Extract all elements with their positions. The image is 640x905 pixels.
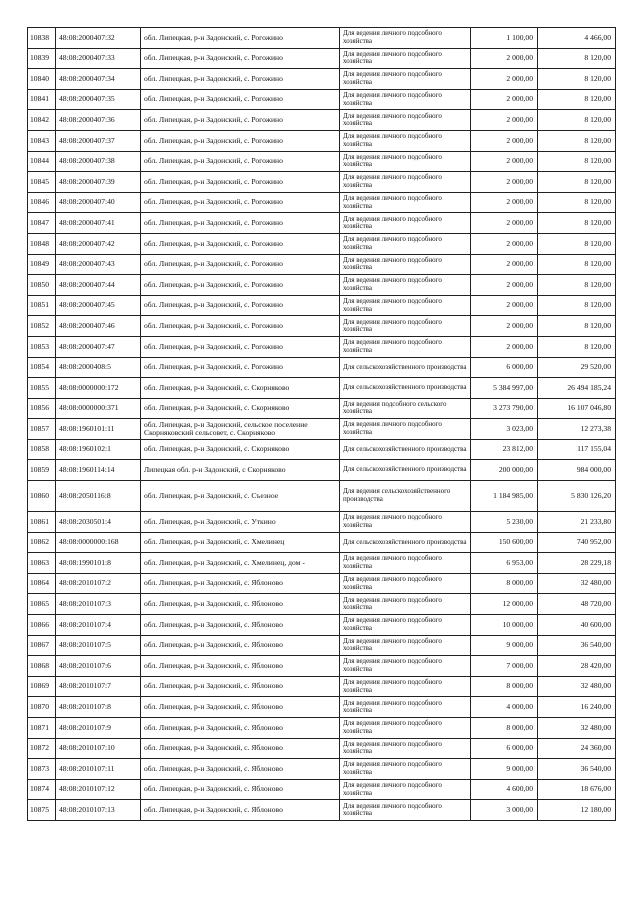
permitted-use-cell: Для ведения личного подсобного хозяйства <box>340 615 471 636</box>
table-row <box>28 336 616 357</box>
area-cell: 2 000,00 <box>471 233 538 254</box>
table-row <box>28 398 616 419</box>
cadastral-value-cell: 28 229,18 <box>538 553 616 574</box>
cadastral-number-cell: 48:08:2000407:34 <box>56 69 141 90</box>
cadastral-value-cell: 16 240,00 <box>538 697 616 718</box>
area-cell: 2 000,00 <box>471 316 538 337</box>
row-number-cell: 10844 <box>28 151 56 172</box>
address-cell: обл. Липецкая, р-н Задонский, с. Яблоново <box>141 779 340 800</box>
row-number-cell: 10860 <box>28 481 56 512</box>
permitted-use-cell: Для ведения личного подсобного хозяйства <box>340 512 471 533</box>
permitted-use-cell: Для ведения личного подсобного хозяйства <box>340 553 471 574</box>
table-row <box>28 378 616 399</box>
area-cell: 12 000,00 <box>471 594 538 615</box>
cadastral-number-cell: 48:08:0000000:168 <box>56 532 141 553</box>
cadastral-value-cell: 12 273,38 <box>538 419 616 440</box>
row-number-cell: 10866 <box>28 615 56 636</box>
area-cell: 4 000,00 <box>471 697 538 718</box>
permitted-use-cell: Для ведения личного подсобного хозяйства <box>340 28 471 49</box>
table-row <box>28 553 616 574</box>
address-cell: обл. Липецкая, р-н Задонский, с. Рогожино <box>141 130 340 151</box>
area-cell: 2 000,00 <box>471 69 538 90</box>
area-cell: 8 000,00 <box>471 676 538 697</box>
table-row <box>28 28 616 49</box>
area-cell: 5 230,00 <box>471 512 538 533</box>
address-cell: обл. Липецкая, р-н Задонский, с. Рогожино <box>141 357 340 378</box>
cadastral-value-cell: 8 120,00 <box>538 213 616 234</box>
table-row <box>28 759 616 780</box>
table-row <box>28 357 616 378</box>
address-cell: обл. Липецкая, р-н Задонский, с. Рогожино <box>141 213 340 234</box>
cadastral-number-cell: 48:08:1960101:11 <box>56 419 141 440</box>
table-row <box>28 594 616 615</box>
cadastral-number-cell: 48:08:2000407:39 <box>56 172 141 193</box>
cadastral-number-cell: 48:08:2000407:43 <box>56 254 141 275</box>
table-row <box>28 110 616 131</box>
address-cell: Липецкая обл. р-н Задонский, с Скорняково <box>141 460 340 481</box>
cadastral-value-cell: 32 480,00 <box>538 676 616 697</box>
cadastral-number-cell: 48:08:2010107:3 <box>56 594 141 615</box>
address-cell: обл. Липецкая, р-н Задонский, с. Скорняково <box>141 398 340 419</box>
cadastral-value-cell: 740 952,00 <box>538 532 616 553</box>
table-row <box>28 615 616 636</box>
address-cell: обл. Липецкая, р-н Задонский, с. Рогожино <box>141 110 340 131</box>
address-cell: обл. Липецкая, р-н Задонский, с. Яблоново <box>141 759 340 780</box>
area-cell: 2 000,00 <box>471 130 538 151</box>
address-cell: обл. Липецкая, р-н Задонский, с. Рогожино <box>141 28 340 49</box>
permitted-use-cell: Для ведения личного подсобного хозяйства <box>340 635 471 656</box>
row-number-cell: 10863 <box>28 553 56 574</box>
cadastral-value-cell: 5 830 126,20 <box>538 481 616 512</box>
cadastral-number-cell: 48:08:0000000:172 <box>56 378 141 399</box>
row-number-cell: 10873 <box>28 759 56 780</box>
cadastral-value-cell: 8 120,00 <box>538 110 616 131</box>
permitted-use-cell: Для ведения личного подсобного хозяйства <box>340 779 471 800</box>
row-number-cell: 10845 <box>28 172 56 193</box>
cadastral-number-cell: 48:08:2010107:12 <box>56 779 141 800</box>
permitted-use-cell: Для ведения личного подсобного хозяйства <box>340 419 471 440</box>
row-number-cell: 10841 <box>28 89 56 110</box>
cadastral-value-cell: 40 600,00 <box>538 615 616 636</box>
table-row <box>28 48 616 69</box>
cadastral-value-cell: 8 120,00 <box>538 130 616 151</box>
cadastral-value-cell: 24 360,00 <box>538 738 616 759</box>
row-number-cell: 10848 <box>28 233 56 254</box>
address-cell: обл. Липецкая, р-н Задонский, с. Яблоново <box>141 697 340 718</box>
permitted-use-cell: Для ведения личного подсобного хозяйства <box>340 295 471 316</box>
permitted-use-cell: Для ведения личного подсобного хозяйства <box>340 89 471 110</box>
area-cell: 2 000,00 <box>471 213 538 234</box>
cadastral-number-cell: 48:08:2000407:42 <box>56 233 141 254</box>
permitted-use-cell: Для ведения личного подсобного хозяйства <box>340 697 471 718</box>
cadastral-number-cell: 48:08:2030501:4 <box>56 512 141 533</box>
row-number-cell: 10864 <box>28 573 56 594</box>
address-cell: обл. Липецкая, р-н Задонский, с. Съезное <box>141 481 340 512</box>
area-cell: 8 000,00 <box>471 718 538 739</box>
permitted-use-cell: Для ведения личного подсобного хозяйства <box>340 656 471 677</box>
permitted-use-cell: Для ведения личного подсобного хозяйства <box>340 233 471 254</box>
cadastral-value-cell: 36 540,00 <box>538 635 616 656</box>
address-cell: обл. Липецкая, р-н Задонский, с. Яблоново <box>141 635 340 656</box>
address-cell: обл. Липецкая, р-н Задонский, с. Рогожино <box>141 275 340 296</box>
address-cell: обл. Липецкая, р-н Задонский, с. Рогожино <box>141 316 340 337</box>
cadastral-value-cell: 8 120,00 <box>538 295 616 316</box>
row-number-cell: 10856 <box>28 398 56 419</box>
registry-page <box>27 27 615 821</box>
area-cell: 2 000,00 <box>471 151 538 172</box>
table-row <box>28 635 616 656</box>
permitted-use-cell: Для сельскохозяйственного производства <box>340 357 471 378</box>
table-row <box>28 800 616 821</box>
table-row <box>28 656 616 677</box>
table-body <box>28 28 616 821</box>
table-row <box>28 172 616 193</box>
table-row <box>28 676 616 697</box>
row-number-cell: 10875 <box>28 800 56 821</box>
cadastral-value-cell: 32 480,00 <box>538 573 616 594</box>
cadastral-number-cell: 48:08:2000407:44 <box>56 275 141 296</box>
row-number-cell: 10843 <box>28 130 56 151</box>
table-row <box>28 532 616 553</box>
cadastral-value-cell: 8 120,00 <box>538 254 616 275</box>
permitted-use-cell: Для сельскохозяйственного производства <box>340 439 471 460</box>
cadastral-value-cell: 8 120,00 <box>538 69 616 90</box>
row-number-cell: 10842 <box>28 110 56 131</box>
table-row <box>28 69 616 90</box>
area-cell: 3 023,00 <box>471 419 538 440</box>
cadastral-number-cell: 48:08:1990101:8 <box>56 553 141 574</box>
row-number-cell: 10869 <box>28 676 56 697</box>
cadastral-number-cell: 48:08:2010107:10 <box>56 738 141 759</box>
area-cell: 3 000,00 <box>471 800 538 821</box>
row-number-cell: 10847 <box>28 213 56 234</box>
cadastral-number-cell: 48:08:2000407:46 <box>56 316 141 337</box>
row-number-cell: 10851 <box>28 295 56 316</box>
cadastral-number-cell: 48:08:2000407:33 <box>56 48 141 69</box>
row-number-cell: 10849 <box>28 254 56 275</box>
row-number-cell: 10850 <box>28 275 56 296</box>
row-number-cell: 10862 <box>28 532 56 553</box>
address-cell: обл. Липецкая, р-н Задонский, с. Рогожино <box>141 192 340 213</box>
cadastral-value-cell: 8 120,00 <box>538 316 616 337</box>
address-cell: обл. Липецкая, р-н Задонский, с. Яблоново <box>141 573 340 594</box>
area-cell: 6 000,00 <box>471 357 538 378</box>
area-cell: 6 953,00 <box>471 553 538 574</box>
cadastral-value-cell: 28 420,00 <box>538 656 616 677</box>
permitted-use-cell: Для ведения сельскохозяйственного производства <box>340 481 471 512</box>
area-cell: 2 000,00 <box>471 192 538 213</box>
permitted-use-cell: Для ведения личного подсобного хозяйства <box>340 110 471 131</box>
cadastral-value-cell: 16 107 046,80 <box>538 398 616 419</box>
area-cell: 2 000,00 <box>471 110 538 131</box>
permitted-use-cell: Для ведения личного подсобного хозяйства <box>340 718 471 739</box>
address-cell: обл. Липецкая, р-н Задонский, с. Скорняково <box>141 378 340 399</box>
cadastral-value-cell: 8 120,00 <box>538 192 616 213</box>
address-cell: обл. Липецкая, р-н Задонский, с. Яблоново <box>141 656 340 677</box>
table-row <box>28 718 616 739</box>
area-cell: 2 000,00 <box>471 275 538 296</box>
permitted-use-cell: Для сельскохозяйственного производства <box>340 378 471 399</box>
table-row <box>28 275 616 296</box>
row-number-cell: 10853 <box>28 336 56 357</box>
area-cell: 9 000,00 <box>471 635 538 656</box>
permitted-use-cell: Для ведения личного подсобного хозяйства <box>340 69 471 90</box>
address-cell: обл. Липецкая, р-н Задонский, с. Яблоново <box>141 800 340 821</box>
row-number-cell: 10865 <box>28 594 56 615</box>
area-cell: 2 000,00 <box>471 336 538 357</box>
address-cell: обл. Липецкая, р-н Задонский, с. Яблоново <box>141 676 340 697</box>
address-cell: обл. Липецкая, р-н Задонский, с. Рогожино <box>141 172 340 193</box>
cadastral-number-cell: 48:08:2050116:8 <box>56 481 141 512</box>
area-cell: 7 000,00 <box>471 656 538 677</box>
area-cell: 2 000,00 <box>471 48 538 69</box>
row-number-cell: 10846 <box>28 192 56 213</box>
area-cell: 2 000,00 <box>471 172 538 193</box>
row-number-cell: 10874 <box>28 779 56 800</box>
cadastral-value-cell: 8 120,00 <box>538 233 616 254</box>
cadastral-value-cell: 21 233,80 <box>538 512 616 533</box>
cadastral-number-cell: 48:08:2000407:32 <box>56 28 141 49</box>
address-cell: обл. Липецкая, р-н Задонский, с. Хмелинец <box>141 532 340 553</box>
area-cell: 1 184 985,00 <box>471 481 538 512</box>
row-number-cell: 10867 <box>28 635 56 656</box>
permitted-use-cell: Для ведения личного подсобного хозяйства <box>340 800 471 821</box>
permitted-use-cell: Для ведения личного подсобного хозяйства <box>340 275 471 296</box>
row-number-cell: 10858 <box>28 439 56 460</box>
cadastral-number-cell: 48:08:2010107:4 <box>56 615 141 636</box>
area-cell: 150 600,00 <box>471 532 538 553</box>
table-row <box>28 192 616 213</box>
cadastral-number-cell: 48:08:2010107:7 <box>56 676 141 697</box>
cadastral-value-cell: 4 466,00 <box>538 28 616 49</box>
permitted-use-cell: Для ведения личного подсобного хозяйства <box>340 130 471 151</box>
cadastral-number-cell: 48:08:2000408:5 <box>56 357 141 378</box>
cadastral-value-cell: 12 180,00 <box>538 800 616 821</box>
table-row <box>28 233 616 254</box>
cadastral-value-cell: 29 520,00 <box>538 357 616 378</box>
cadastral-number-cell: 48:08:2000407:45 <box>56 295 141 316</box>
address-cell: обл. Липецкая, р-н Задонский, с. Рогожино <box>141 336 340 357</box>
address-cell: обл. Липецкая, р-н Задонский, с. Рогожино <box>141 151 340 172</box>
permitted-use-cell: Для сельскохозяйственного производства <box>340 532 471 553</box>
table-row <box>28 697 616 718</box>
table-row <box>28 512 616 533</box>
table-row <box>28 213 616 234</box>
row-number-cell: 10839 <box>28 48 56 69</box>
table-row <box>28 460 616 481</box>
cadastral-number-cell: 48:08:2010107:2 <box>56 573 141 594</box>
row-number-cell: 10852 <box>28 316 56 337</box>
area-cell: 200 000,00 <box>471 460 538 481</box>
row-number-cell: 10855 <box>28 378 56 399</box>
address-cell: обл. Липецкая, р-н Задонский, с. Рогожино <box>141 69 340 90</box>
row-number-cell: 10871 <box>28 718 56 739</box>
address-cell: обл. Липецкая, р-н Задонский, сельское поселение Скорняковский сельсовет, с. Скорняково <box>141 419 340 440</box>
permitted-use-cell: Для ведения личного подсобного хозяйства <box>340 738 471 759</box>
cadastral-number-cell: 48:08:2000407:37 <box>56 130 141 151</box>
row-number-cell: 10840 <box>28 69 56 90</box>
table-row <box>28 481 616 512</box>
cadastral-number-cell: 48:08:2000407:36 <box>56 110 141 131</box>
cadastral-number-cell: 48:08:2000407:41 <box>56 213 141 234</box>
row-number-cell: 10854 <box>28 357 56 378</box>
row-number-cell: 10838 <box>28 28 56 49</box>
address-cell: обл. Липецкая, р-н Задонский, с. Уткино <box>141 512 340 533</box>
address-cell: обл. Липецкая, р-н Задонский, с. Рогожино <box>141 48 340 69</box>
cadastral-value-cell: 984 000,00 <box>538 460 616 481</box>
permitted-use-cell: Для ведения личного подсобного хозяйства <box>340 172 471 193</box>
cadastral-value-cell: 26 494 185,24 <box>538 378 616 399</box>
cadastral-number-cell: 48:08:2000407:38 <box>56 151 141 172</box>
table-row <box>28 573 616 594</box>
table-row <box>28 89 616 110</box>
area-cell: 4 600,00 <box>471 779 538 800</box>
cadastral-value-cell: 48 720,00 <box>538 594 616 615</box>
table-row <box>28 316 616 337</box>
cadastral-number-cell: 48:08:2000407:35 <box>56 89 141 110</box>
area-cell: 8 000,00 <box>471 573 538 594</box>
area-cell: 1 100,00 <box>471 28 538 49</box>
cadastral-value-cell: 8 120,00 <box>538 275 616 296</box>
address-cell: обл. Липецкая, р-н Задонский, с. Яблоново <box>141 615 340 636</box>
address-cell: обл. Липецкая, р-н Задонский, с. Скорняково <box>141 439 340 460</box>
permitted-use-cell: Для ведения личного подсобного хозяйства <box>340 213 471 234</box>
cadastral-number-cell: 48:08:2010107:6 <box>56 656 141 677</box>
permitted-use-cell: Для ведения личного подсобного хозяйства <box>340 676 471 697</box>
cadastral-value-cell: 32 480,00 <box>538 718 616 739</box>
address-cell: обл. Липецкая, р-н Задонский, с. Рогожино <box>141 295 340 316</box>
cadastral-value-cell: 8 120,00 <box>538 89 616 110</box>
cadastral-number-cell: 48:08:0000000:371 <box>56 398 141 419</box>
area-cell: 2 000,00 <box>471 254 538 275</box>
permitted-use-cell: Для ведения личного подсобного хозяйства <box>340 336 471 357</box>
area-cell: 10 000,00 <box>471 615 538 636</box>
address-cell: обл. Липецкая, р-н Задонский, с. Яблоново <box>141 718 340 739</box>
cadastral-number-cell: 48:08:2010107:5 <box>56 635 141 656</box>
permitted-use-cell: Для ведения личного подсобного хозяйства <box>340 254 471 275</box>
permitted-use-cell: Для ведения личного подсобного хозяйства <box>340 316 471 337</box>
table-row <box>28 419 616 440</box>
row-number-cell: 10872 <box>28 738 56 759</box>
area-cell: 2 000,00 <box>471 89 538 110</box>
cadastral-number-cell: 48:08:1960114:14 <box>56 460 141 481</box>
permitted-use-cell: Для ведения подсобного сельского хозяйства <box>340 398 471 419</box>
cadastral-value-cell: 18 676,00 <box>538 779 616 800</box>
cadastral-value-cell: 117 155,04 <box>538 439 616 460</box>
row-number-cell: 10868 <box>28 656 56 677</box>
cadastral-number-cell: 48:08:2010107:11 <box>56 759 141 780</box>
land-registry-table <box>27 27 616 821</box>
cadastral-value-cell: 8 120,00 <box>538 48 616 69</box>
area-cell: 23 812,00 <box>471 439 538 460</box>
table-row <box>28 779 616 800</box>
row-number-cell: 10861 <box>28 512 56 533</box>
address-cell: обл. Липецкая, р-н Задонский, с. Хмелинец, дом - <box>141 553 340 574</box>
address-cell: обл. Липецкая, р-н Задонский, с. Рогожино <box>141 89 340 110</box>
address-cell: обл. Липецкая, р-н Задонский, с. Яблоново <box>141 738 340 759</box>
permitted-use-cell: Для ведения личного подсобного хозяйства <box>340 594 471 615</box>
table-row <box>28 254 616 275</box>
permitted-use-cell: Для сельскохозяйственного производства <box>340 460 471 481</box>
table-row <box>28 439 616 460</box>
cadastral-number-cell: 48:08:2010107:9 <box>56 718 141 739</box>
address-cell: обл. Липецкая, р-н Задонский, с. Рогожино <box>141 254 340 275</box>
area-cell: 5 384 997,00 <box>471 378 538 399</box>
row-number-cell: 10857 <box>28 419 56 440</box>
address-cell: обл. Липецкая, р-н Задонский, с. Рогожино <box>141 233 340 254</box>
permitted-use-cell: Для ведения личного подсобного хозяйства <box>340 192 471 213</box>
table-row <box>28 151 616 172</box>
permitted-use-cell: Для ведения личного подсобного хозяйства <box>340 151 471 172</box>
cadastral-number-cell: 48:08:2010107:8 <box>56 697 141 718</box>
address-cell: обл. Липецкая, р-н Задонский, с. Яблоново <box>141 594 340 615</box>
table-row <box>28 295 616 316</box>
area-cell: 3 273 790,00 <box>471 398 538 419</box>
permitted-use-cell: Для ведения личного подсобного хозяйства <box>340 759 471 780</box>
permitted-use-cell: Для ведения личного подсобного хозяйства <box>340 48 471 69</box>
cadastral-number-cell: 48:08:2000407:47 <box>56 336 141 357</box>
row-number-cell: 10859 <box>28 460 56 481</box>
table-row <box>28 130 616 151</box>
cadastral-number-cell: 48:08:2010107:13 <box>56 800 141 821</box>
cadastral-value-cell: 8 120,00 <box>538 172 616 193</box>
area-cell: 9 000,00 <box>471 759 538 780</box>
cadastral-number-cell: 48:08:2000407:40 <box>56 192 141 213</box>
cadastral-value-cell: 36 540,00 <box>538 759 616 780</box>
cadastral-value-cell: 8 120,00 <box>538 151 616 172</box>
row-number-cell: 10870 <box>28 697 56 718</box>
cadastral-number-cell: 48:08:1960102:1 <box>56 439 141 460</box>
permitted-use-cell: Для ведения личного подсобного хозяйства <box>340 573 471 594</box>
area-cell: 6 000,00 <box>471 738 538 759</box>
table-row <box>28 738 616 759</box>
cadastral-value-cell: 8 120,00 <box>538 336 616 357</box>
area-cell: 2 000,00 <box>471 295 538 316</box>
